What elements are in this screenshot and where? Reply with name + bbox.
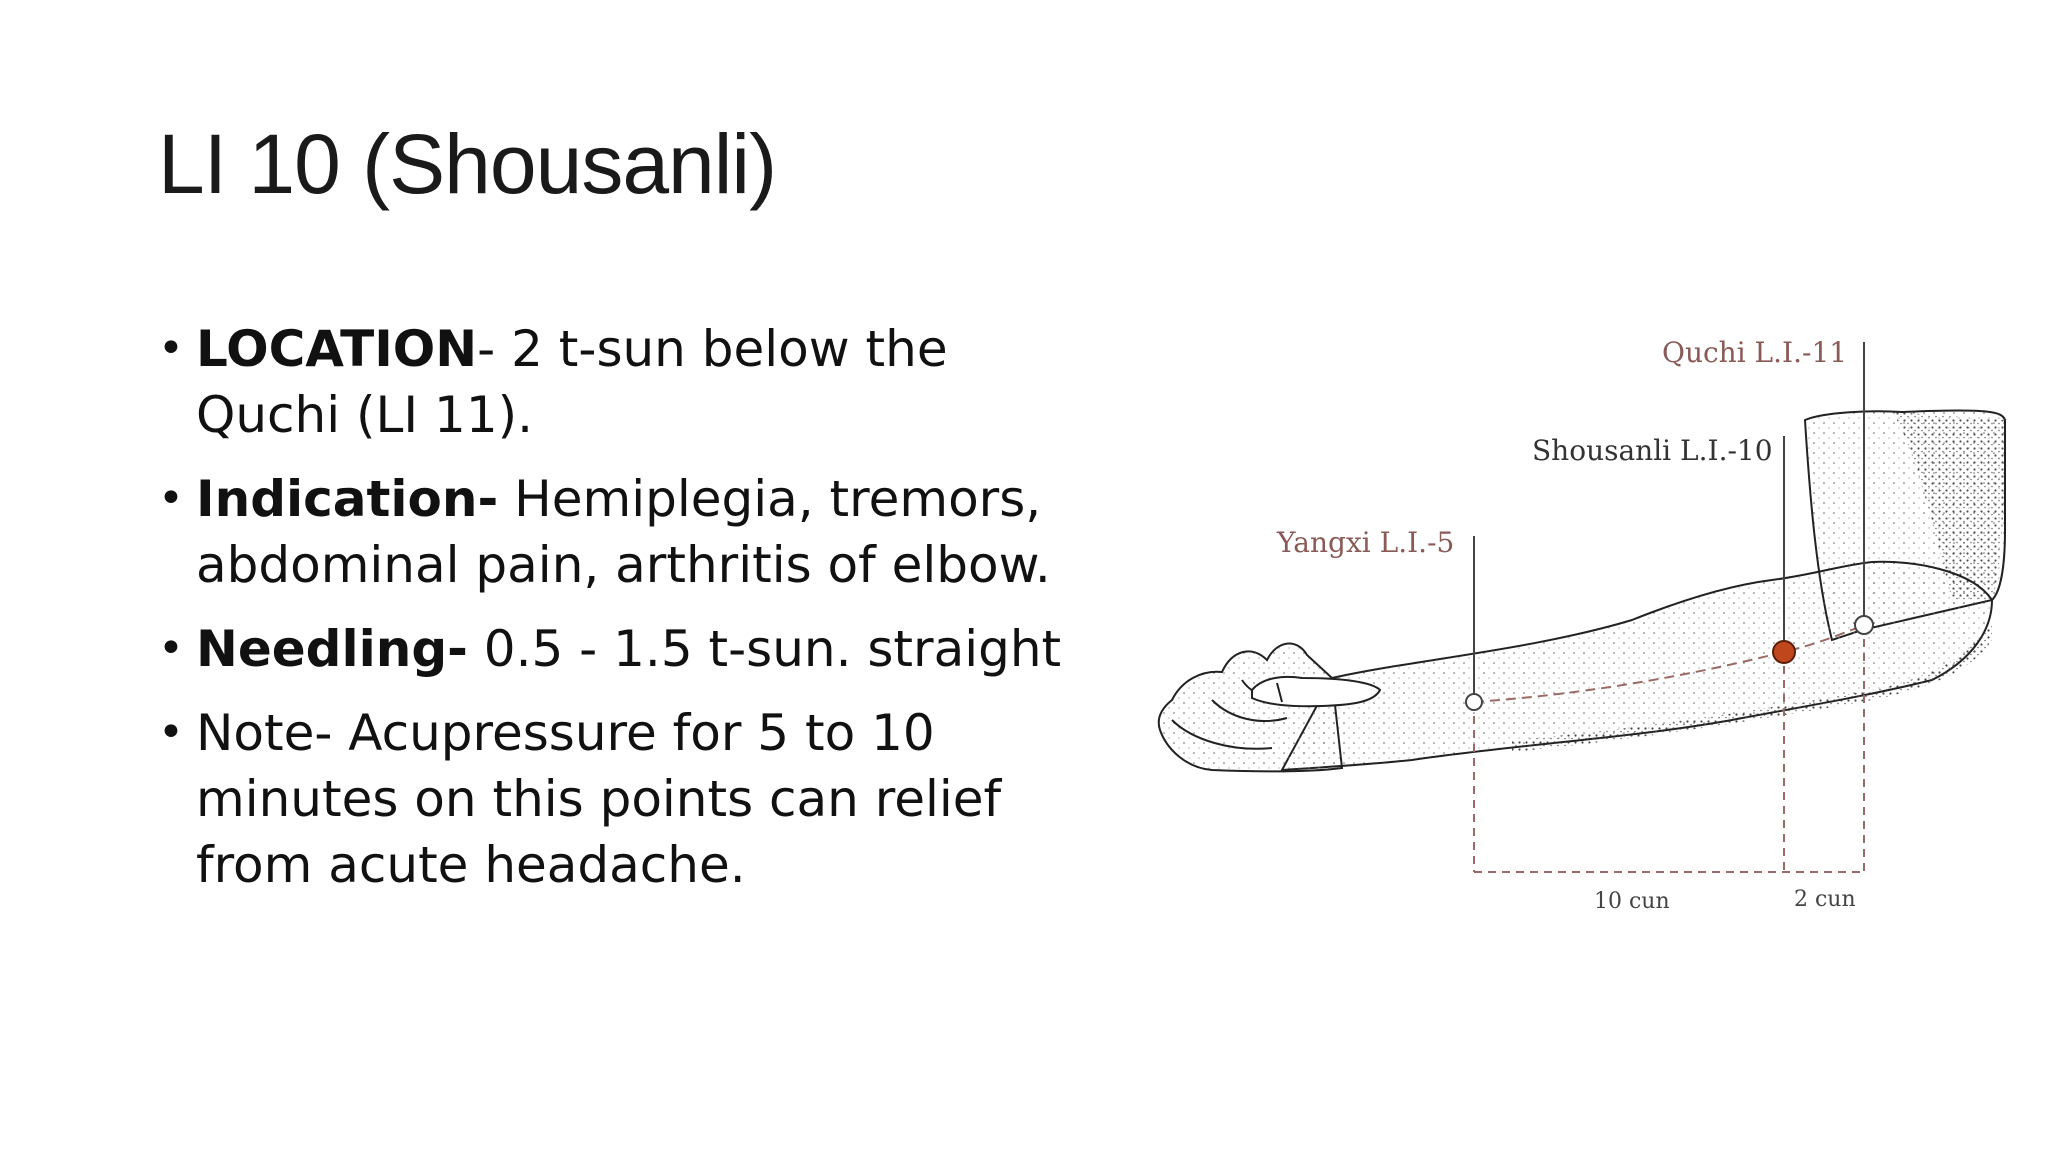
arm-illustration (1112, 300, 2022, 920)
bullet-key: Needling- (196, 620, 468, 678)
bullet-dot: • (158, 707, 184, 758)
bullet-text: - 2 t-sun below the Quchi (LI 11). (196, 320, 948, 444)
bullet-text: Note- Acupressure for 5 to 10 minutes on this points can relief from acute headache. (196, 704, 1002, 894)
forearm-shape (1282, 562, 1992, 770)
bullet-key: Indication- (196, 470, 499, 528)
ten-cun-label: 10 cun (1594, 889, 1670, 914)
shousanli-label: Shousanli L.I.-10 (1532, 434, 1773, 467)
slide-title: LI 10 (Shousanli) (158, 117, 777, 211)
two-cun-label: 2 cun (1794, 887, 1856, 912)
yangxi-label: Yangxi L.I.-5 (1277, 526, 1455, 559)
bullet-location (158, 316, 1088, 448)
bullet-text: Hemiplegia, tremors, abdominal pain, arthritis of elbow. (196, 470, 1051, 594)
yangxi-point (1466, 694, 1482, 710)
bullet-needling (158, 616, 1088, 682)
bullet-note (158, 700, 1088, 898)
bullet-list (158, 316, 1088, 916)
bullet-text: 0.5 - 1.5 t-sun. straight (467, 620, 1062, 678)
bullet-dot: • (158, 623, 184, 674)
arm-acupoint-figure (1112, 300, 2022, 920)
bullet-indication (158, 466, 1088, 598)
hand-shape (1159, 644, 1342, 772)
bullet-key: LOCATION (196, 320, 478, 378)
quchi-label: Quchi L.I.-11 (1662, 336, 1848, 369)
quchi-point (1855, 616, 1873, 634)
bullet-dot: • (158, 473, 184, 524)
thumb-shape (1252, 677, 1380, 706)
shousanli-point (1773, 641, 1795, 663)
bullet-dot: • (158, 323, 184, 374)
